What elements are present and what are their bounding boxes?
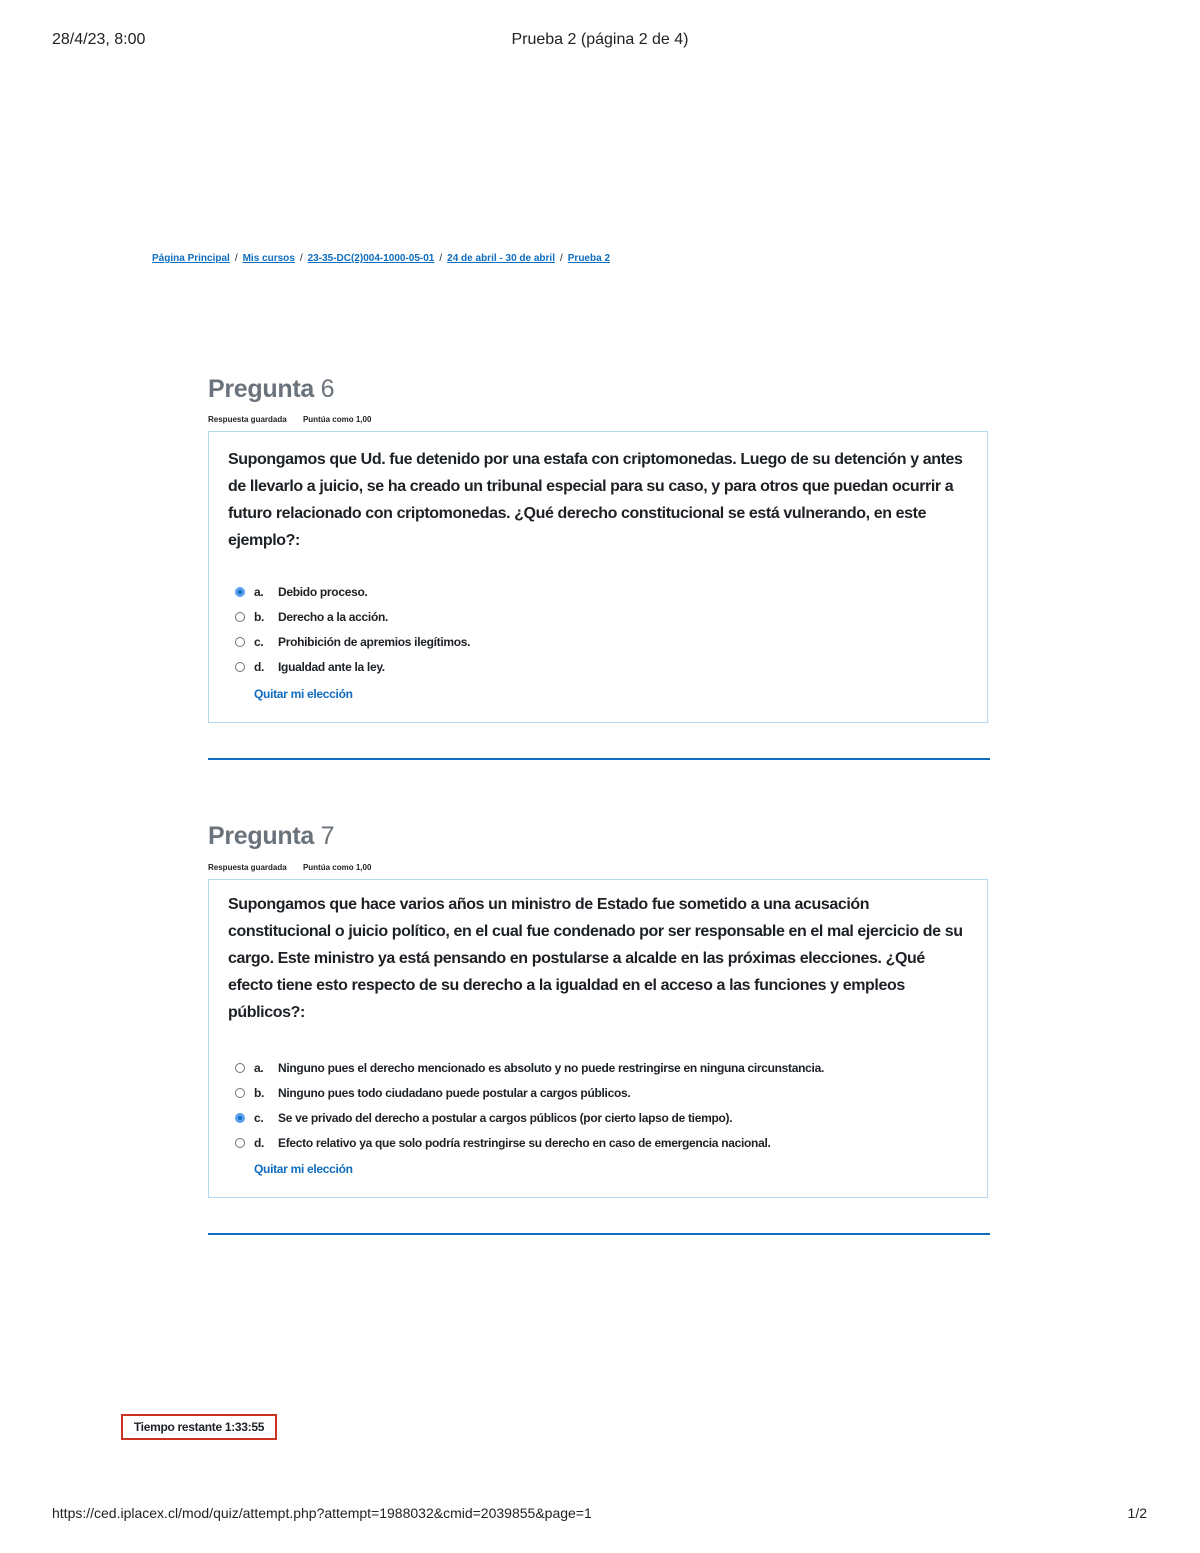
answer-letter: c. <box>254 634 264 649</box>
answer-letter: b. <box>254 1085 265 1100</box>
answer-option[interactable] <box>235 629 977 654</box>
radio-icon[interactable] <box>235 612 245 622</box>
question-status: Respuesta guardada <box>208 415 287 424</box>
print-footer-page: 1/2 <box>1127 1505 1147 1521</box>
answer-letter: d. <box>254 1135 265 1150</box>
question-points: Puntúa como 1,00 <box>302 863 372 872</box>
breadcrumb-week[interactable]: 24 de abril - 30 de abril <box>447 253 555 264</box>
radio-selected-icon[interactable] <box>235 587 245 597</box>
question-divider <box>208 758 990 760</box>
answer-option[interactable] <box>235 1080 977 1105</box>
radio-icon[interactable] <box>235 662 245 672</box>
answer-option[interactable] <box>235 654 977 679</box>
question-number: 6 <box>320 375 335 403</box>
answer-text: Derecho a la acción. <box>278 609 389 624</box>
breadcrumb-separator: / <box>439 253 443 264</box>
answer-letter: a. <box>254 584 264 599</box>
answer-option[interactable] <box>235 1105 977 1130</box>
question-text: Supongamos que hace varios años un ministro de Estado fue sometido a una acusación constitucional o juicio político, en el cual fue condenado por ser responsable en el mal ejercicio de su cargo. Este ministro ya está pensando en postularse a alcalde en las próximas elecciones. ¿Qué efecto tiene esto respecto de su derecho a la igualdad en el acceso a las funciones y empleos públicos?: <box>228 896 963 1021</box>
answer-option[interactable] <box>235 604 977 629</box>
question-7-box <box>208 879 988 1198</box>
print-footer-url: https://ced.iplacex.cl/mod/quiz/attempt.php?attempt=1988032&cmid=2039855&page=1 <box>52 1505 592 1521</box>
question-6-box <box>208 431 988 723</box>
radio-selected-icon[interactable] <box>235 1113 245 1123</box>
answer-text: Debido proceso. <box>278 584 368 599</box>
question-6-meta <box>208 415 371 424</box>
breadcrumb-my-courses[interactable]: Mis cursos <box>242 253 295 264</box>
print-title: Prueba 2 (página 2 de 4) <box>511 31 689 48</box>
answer-text: Ninguno pues el derecho mencionado es absoluto y no puede restringirse en ninguna circunstancia. <box>278 1060 824 1075</box>
question-divider <box>208 1233 990 1235</box>
clear-choice-link[interactable]: Quitar mi elección <box>254 1162 353 1176</box>
breadcrumb-separator: / <box>559 253 563 264</box>
clear-choice-link[interactable]: Quitar mi elección <box>254 687 353 701</box>
radio-icon[interactable] <box>235 637 245 647</box>
question-text: Supongamos que Ud. fue detenido por una estafa con criptomonedas. Luego de su detención y antes de llevarlo a juicio, se ha creado un tribunal especial para su caso, y para otros que puedan ocurrir a futuro relacionado con criptomonedas. ¿Qué derecho constitucional se está vulnerando, en este ejemplo?: <box>228 451 963 549</box>
question-status: Respuesta guardada <box>208 863 287 872</box>
breadcrumb <box>152 253 610 264</box>
answer-text: Efecto relativo ya que solo podría restringirse su derecho en caso de emergencia nacional. <box>278 1135 771 1150</box>
answer-option[interactable] <box>235 579 977 604</box>
question-7-heading <box>208 822 334 851</box>
question-heading-label: Pregunta <box>208 822 314 850</box>
breadcrumb-quiz[interactable]: Prueba 2 <box>567 253 611 264</box>
answer-letter: d. <box>254 659 265 674</box>
answer-option[interactable] <box>235 1130 977 1155</box>
answer-list <box>235 579 977 679</box>
question-6-heading <box>208 375 334 404</box>
print-date: 28/4/23, 8:00 <box>52 31 146 48</box>
answer-letter: a. <box>254 1060 264 1075</box>
answer-text: Prohibición de apremios ilegítimos. <box>278 634 471 649</box>
question-points: Puntúa como 1,00 <box>302 415 372 424</box>
time-remaining: Tiempo restante 1:33:55 <box>121 1414 277 1440</box>
answer-text: Igualdad ante la ley. <box>278 659 385 674</box>
question-number: 7 <box>320 822 335 850</box>
answer-list <box>235 1055 977 1155</box>
breadcrumb-separator: / <box>234 253 238 264</box>
question-heading-label: Pregunta <box>208 375 314 403</box>
breadcrumb-course[interactable]: 23-35-DC(2)004-1000-05-01 <box>307 253 435 264</box>
answer-letter: b. <box>254 609 265 624</box>
radio-icon[interactable] <box>235 1138 245 1148</box>
question-7-meta <box>208 863 371 872</box>
answer-option[interactable] <box>235 1055 977 1080</box>
radio-icon[interactable] <box>235 1063 245 1073</box>
breadcrumb-home[interactable]: Página Principal <box>152 253 230 264</box>
answer-text: Ninguno pues todo ciudadano puede postular a cargos públicos. <box>278 1085 631 1100</box>
answer-text: Se ve privado del derecho a postular a cargos públicos (por cierto lapso de tiempo). <box>278 1110 733 1125</box>
breadcrumb-separator: / <box>299 253 303 264</box>
answer-letter: c. <box>254 1110 264 1125</box>
radio-icon[interactable] <box>235 1088 245 1098</box>
